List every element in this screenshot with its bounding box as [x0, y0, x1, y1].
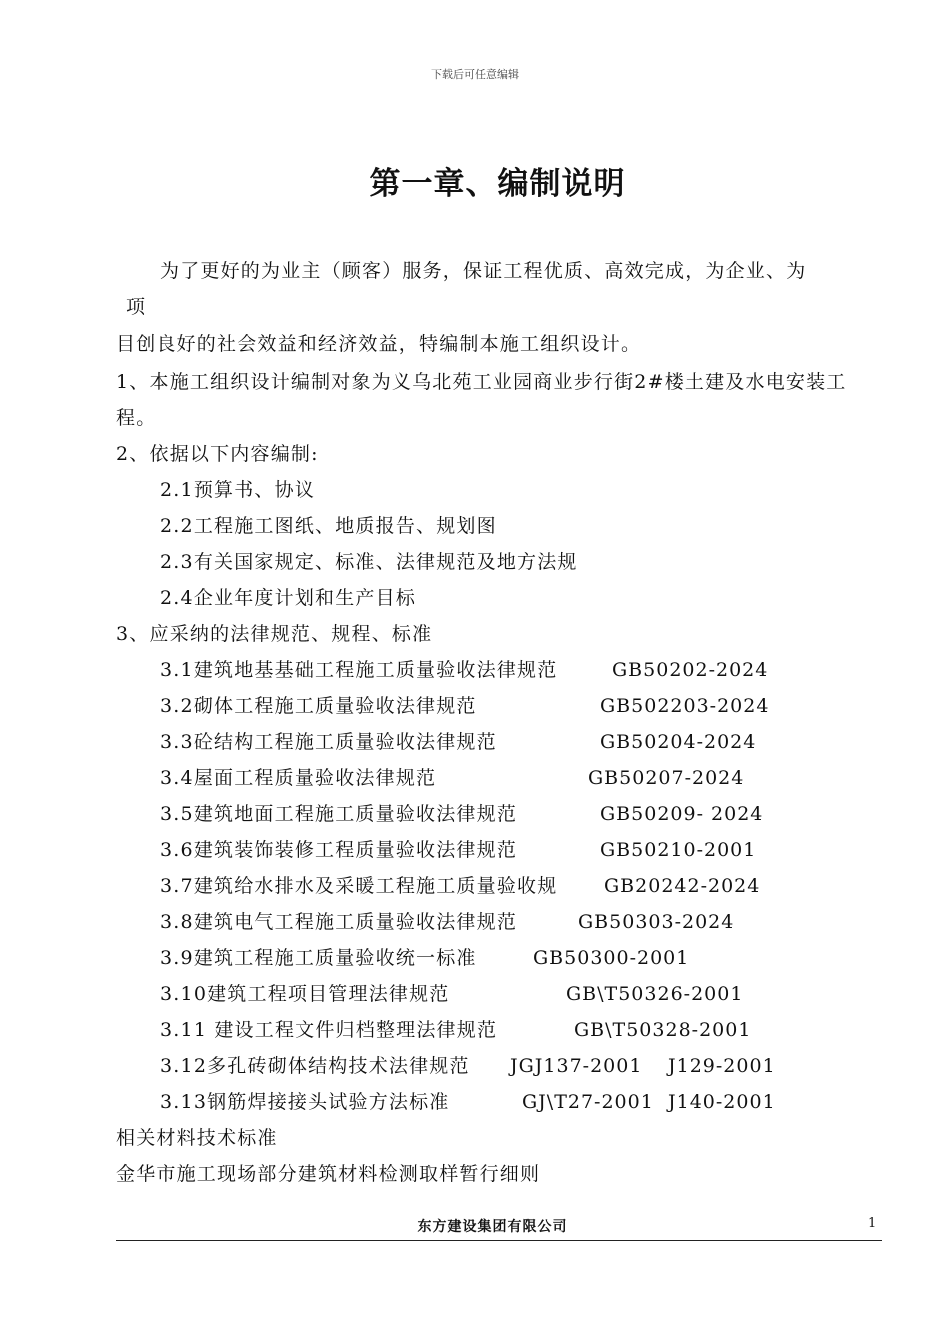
footer-divider: [116, 1240, 882, 1241]
standard-name: 3.5建筑地面工程施工质量验收法律规范: [160, 803, 518, 825]
standard-code: GJ\T27-2001: [522, 1091, 654, 1113]
standard-name: 3.4屋面工程质量验收法律规范: [160, 767, 437, 789]
standard-name: 3.2砌体工程施工质量验收法律规范: [160, 695, 477, 717]
intro-line-3: 目创良好的社会效益和经济效益，特编制本施工组织设计。: [116, 333, 642, 355]
standard-name: 3.8建筑电气工程施工质量验收法律规范: [160, 911, 518, 933]
item2-sub: 2.4企业年度计划和生产目标: [160, 587, 417, 609]
item1-line-2: 程。: [116, 407, 157, 429]
standard-code: GB50209- 2024: [600, 803, 764, 825]
tail-line: 相关材料技术标准: [116, 1127, 278, 1149]
intro-line-1: 为了更好的为业主（顾客）服务，保证工程优质、高效完成，为企业、为: [160, 260, 807, 282]
standard-code: GB50204-2024: [600, 731, 757, 753]
page-number: 1: [868, 1216, 877, 1231]
standard-name: 3.10建筑工程项目管理法律规范: [160, 983, 450, 1005]
standard-name: 3.13钢筋焊接接头试验方法标准: [160, 1091, 450, 1113]
standard-code: GB20242-2024: [604, 875, 761, 897]
item2-sub: 2.3有关国家规定、标准、法律规范及地方法规: [160, 551, 578, 573]
standard-name: 3.9建筑工程施工质量验收统一标准: [160, 947, 477, 969]
standard-name: 3.6建筑装饰装修工程质量验收法律规范: [160, 839, 518, 861]
standard-name: 3.12多孔砖砌体结构技术法律规范: [160, 1055, 470, 1077]
standard-name: 3.11 建设工程文件归档整理法律规范: [160, 1019, 498, 1041]
item2-heading: 2、依据以下内容编制:: [116, 443, 319, 465]
standard-code: GB50303-2024: [578, 911, 735, 933]
standard-name: 3.1建筑地基基础工程施工质量验收法律规范: [160, 659, 558, 681]
footer-organization: 东方建设集团有限公司: [417, 1219, 568, 1235]
standard-code: GB502203-2024: [600, 695, 770, 717]
standard-code: GB50300-2001: [533, 947, 690, 969]
chapter-title: 第一章、编制说明: [369, 166, 626, 202]
standard-code: GB50207-2024: [588, 767, 745, 789]
item1-line-1: 1、本施工组织设计编制对象为义乌北苑工业园商业步行街2#楼土建及水电安装工: [116, 371, 847, 393]
standard-name: 3.7建筑给水排水及采暖工程施工质量验收规: [160, 875, 558, 897]
standard-code-secondary: J140-2001: [668, 1091, 776, 1113]
item2-sub: 2.1预算书、协议: [160, 479, 316, 501]
standard-code: JGJ137-2001: [510, 1055, 643, 1077]
item3-heading: 3、应采纳的法律规范、规程、标准: [116, 623, 433, 645]
standard-code: GB\T50328-2001: [574, 1019, 752, 1041]
standard-code: GB50210-2001: [600, 839, 757, 861]
item2-sub: 2.2工程施工图纸、地质报告、规划图: [160, 515, 497, 537]
standard-code: GB50202-2024: [612, 659, 769, 681]
tail-line: 金华市施工现场部分建筑材料检测取样暂行细则: [116, 1163, 541, 1185]
standard-code-secondary: J129-2001: [668, 1055, 776, 1077]
header-note: 下载后可任意编辑: [431, 68, 519, 81]
standard-name: 3.3砼结构工程施工质量验收法律规范: [160, 731, 497, 753]
intro-line-2: 项: [126, 296, 147, 318]
standard-code: GB\T50326-2001: [566, 983, 744, 1005]
